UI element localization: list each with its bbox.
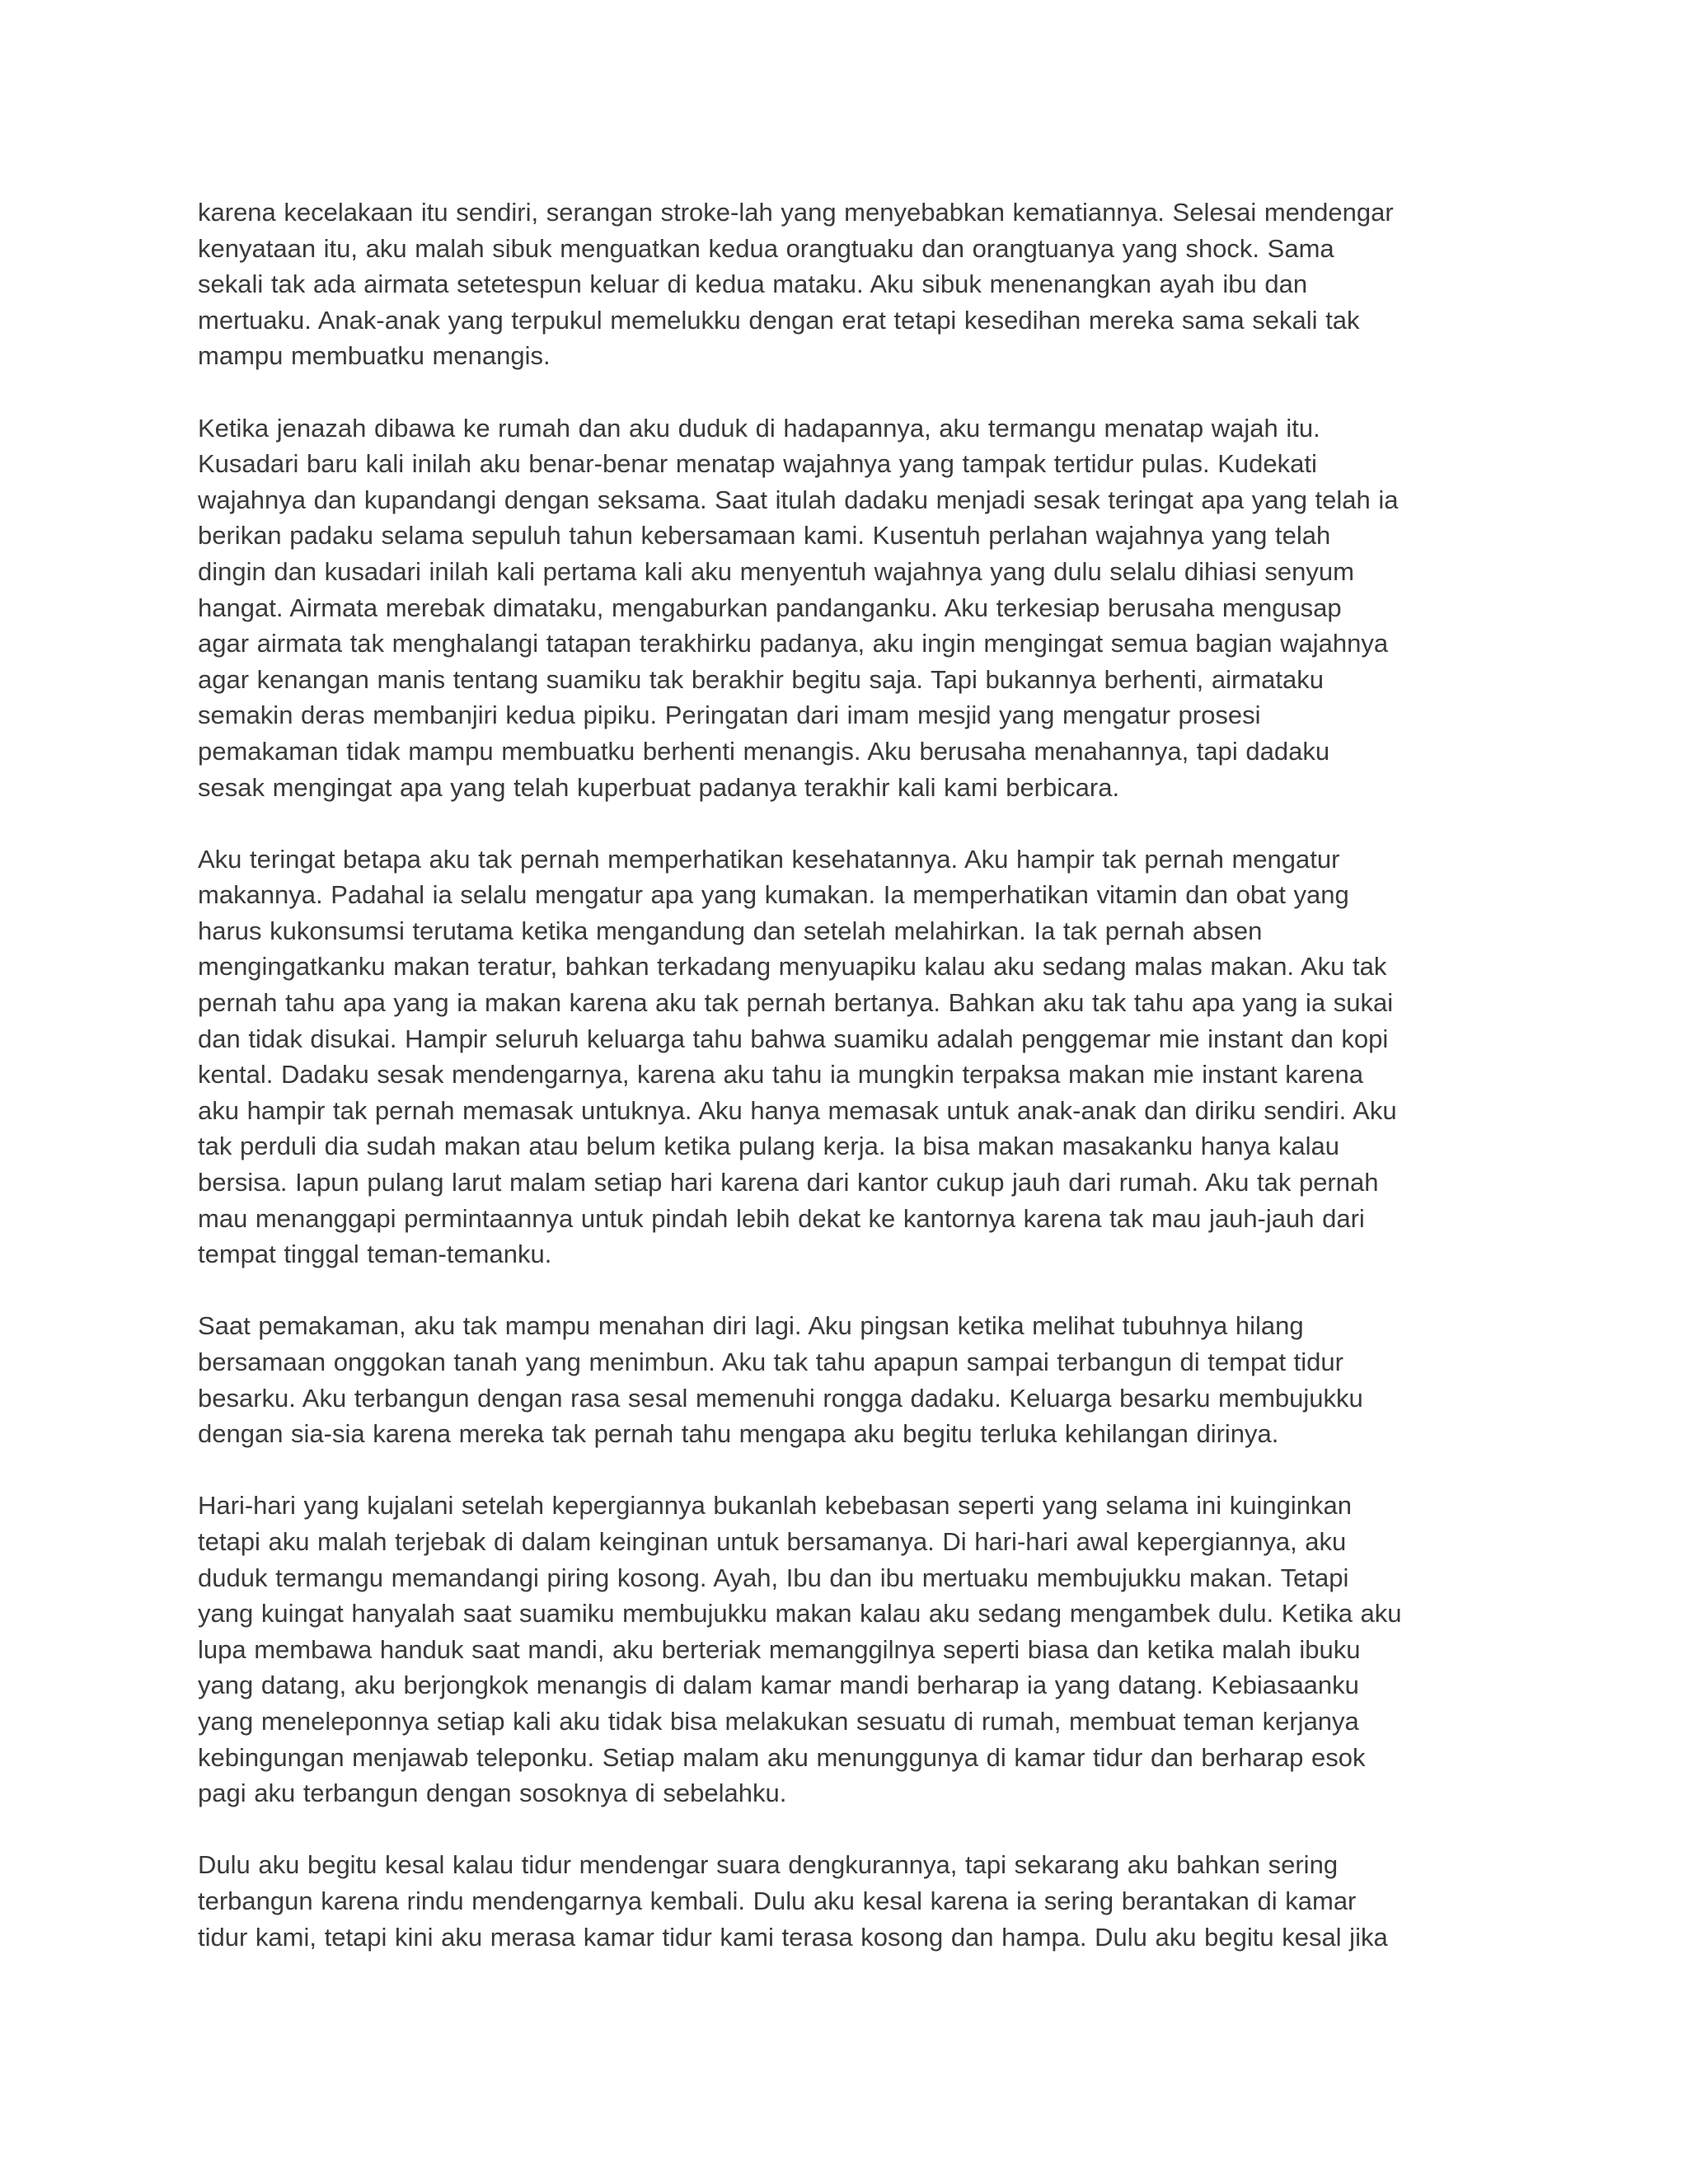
text-line: makannya. Padahal ia selalu mengatur apa yang kumakan. Ia memperhatikan vitamin dan obat yang: [198, 880, 1349, 910]
text-line: Ketika jenazah dibawa ke rumah dan aku duduk di hadapannya, aku termangu menatap wajah itu.: [198, 413, 1320, 443]
text-line: yang datang, aku berjongkok menangis di dalam kamar mandi berharap ia yang datang. Kebiasaanku: [198, 1671, 1359, 1700]
text-line: pemakaman tidak mampu membuatku berhenti menangis. Aku berusaha menahannya, tapi dadaku: [198, 736, 1330, 766]
text-line: dengan sia-sia karena mereka tak pernah tahu mengapa aku begitu terluka kehilangan dirinya.: [198, 1419, 1279, 1449]
text-line: agar airmata tak menghalangi tatapan terakhirku padanya, aku ingin mengingat semua bagian wajahnya: [198, 629, 1389, 658]
text-line: tak perduli dia sudah makan atau belum ketika pulang kerja. Ia bisa makan masakanku hanya kalau: [198, 1132, 1339, 1161]
text-line: tempat tinggal teman-temanku.: [198, 1240, 552, 1269]
text-line: wajahnya dan kupandangi dengan seksama. Saat itulah dadaku menjadi sesak teringat apa yang telah ia: [198, 485, 1399, 514]
paragraph-5: [198, 1488, 1500, 1811]
paragraph-1: [198, 194, 1500, 374]
text-line: Kusadari baru kali inilah aku benar-benar menatap wajahnya yang tampak tertidur pulas. Kudekati: [198, 449, 1317, 479]
text-line: yang kuingat hanyalah saat suamiku membujukku makan kalau aku sedang mengambek dulu. Ketika aku: [198, 1599, 1402, 1629]
text-line: duduk termangu memandangi piring kosong. Ayah, Ibu dan ibu mertuaku membujukku makan. Tetapi: [198, 1563, 1349, 1592]
text-line: berikan padaku selama sepuluh tahun kebersamaan kami. Kusentuh perlahan wajahnya yang telah: [198, 521, 1331, 551]
text-line: Aku teringat betapa aku tak pernah memperhatikan kesehatannya. Aku hampir tak pernah mengatur: [198, 844, 1340, 874]
text-line: agar kenangan manis tentang suamiku tak berakhir begitu saja. Tapi bukannya berhenti, airmataku: [198, 664, 1324, 694]
text-line: aku hampir tak pernah memasak untuknya. Aku hanya memasak untuk anak-anak dan diriku sendiri. Aku: [198, 1095, 1397, 1125]
text-line: dan tidak disukai. Hampir seluruh keluarga tahu bahwa suamiku adalah penggemar mie instant dan kopi: [198, 1024, 1389, 1053]
text-line: pernah tahu apa yang ia makan karena aku tak pernah bertanya. Bahkan aku tak tahu apa yang ia sukai: [198, 988, 1394, 1018]
text-line: kental. Dadaku sesak mendengarnya, karena aku tahu ia mungkin terpaksa makan mie instant karena: [198, 1060, 1363, 1090]
text-line: kebingungan menjawab teleponku. Setiap malam aku menunggunya di kamar tidur dan berharap esok: [198, 1742, 1366, 1772]
text-line: semakin deras membanjiri kedua pipiku. Peringatan dari imam mesjid yang mengatur prosesi: [198, 701, 1261, 730]
text-line: mampu membuatku menangis.: [198, 341, 551, 371]
text-line: besarku. Aku terbangun dengan rasa sesal memenuhi rongga dadaku. Keluarga besarku membujukku: [198, 1383, 1363, 1413]
text-line: karena kecelakaan itu sendiri, serangan stroke-lah yang menyebabkan kematiannya. Selesai mendengar: [198, 198, 1394, 227]
text-line: mengingatkanku makan teratur, bahkan terkadang menyuapiku kalau aku sedang malas makan. Aku tak: [198, 952, 1387, 982]
text-line: mau menanggapi permintaannya untuk pindah lebih dekat ke kantornya karena tak mau jauh-jauh dari: [198, 1203, 1365, 1233]
text-line: harus kukonsumsi terutama ketika mengandung dan setelah melahirkan. Ia tak pernah absen: [198, 916, 1263, 945]
text-line: lupa membawa handuk saat mandi, aku berteriak memanggilnya seperti biasa dan ketika malah ibuku: [198, 1634, 1361, 1664]
text-line: sesak mengingat apa yang telah kuperbuat padanya terakhir kali kami berbicara.: [198, 772, 1120, 802]
text-line: Dulu aku begitu kesal kalau tidur mendengar suara dengkurannya, tapi sekarang aku bahkan sering: [198, 1850, 1339, 1880]
text-line: tetapi aku malah terjebak di dalam keinginan untuk bersamanya. Di hari-hari awal kepergiannya, aku: [198, 1526, 1347, 1556]
paragraph-6: [198, 1847, 1500, 1955]
paragraph-3: [198, 841, 1500, 1272]
text-line: bersisa. Iapun pulang larut malam setiap hari karena dari kantor cukup jauh dari rumah. Aku tak pernah: [198, 1168, 1379, 1197]
text-line: tidur kami, tetapi kini aku merasa kamar tidur kami terasa kosong dan hampa. Dulu aku begitu kesal jika: [198, 1922, 1388, 1952]
text-line: yang meneleponnya setiap kali aku tidak bisa melakukan sesuatu di rumah, membuat teman kerjanya: [198, 1706, 1359, 1736]
text-line: Saat pemakaman, aku tak mampu menahan diri lagi. Aku pingsan ketika melihat tubuhnya hilang: [198, 1311, 1304, 1341]
text-line: bersamaan onggokan tanah yang menimbun. Aku tak tahu apapun sampai terbangun di tempat tidur: [198, 1347, 1343, 1376]
text-line: mertuaku. Anak-anak yang terpukul memelukku dengan erat tetapi kesedihan mereka sama sekali tak: [198, 305, 1360, 335]
paragraph-4: [198, 1308, 1500, 1451]
document-body: [198, 194, 1500, 1991]
text-line: pagi aku terbangun dengan sosoknya di sebelahku.: [198, 1779, 787, 1808]
text-line: kenyataan itu, aku malah sibuk menguatkan kedua orangtuaku dan orangtuanya yang shock. Sama: [198, 233, 1334, 263]
text-line: dingin dan kusadari inilah kali pertama kali aku menyentuh wajahnya yang dulu selalu dihiasi senyum: [198, 556, 1354, 586]
text-line: hangat. Airmata merebak dimataku, mengaburkan pandanganku. Aku terkesiap berusaha mengusap: [198, 593, 1342, 622]
paragraph-2: [198, 410, 1500, 806]
text-line: Hari-hari yang kujalani setelah kepergiannya bukanlah kebebasan seperti yang selama ini kuinginkan: [198, 1491, 1352, 1521]
text-line: terbangun karena rindu mendengarnya kembali. Dulu aku kesal karena ia sering berantakan di kamar: [198, 1886, 1357, 1915]
text-line: sekali tak ada airmata setetespun keluar di kedua mataku. Aku sibuk menenangkan ayah ibu dan: [198, 269, 1308, 299]
